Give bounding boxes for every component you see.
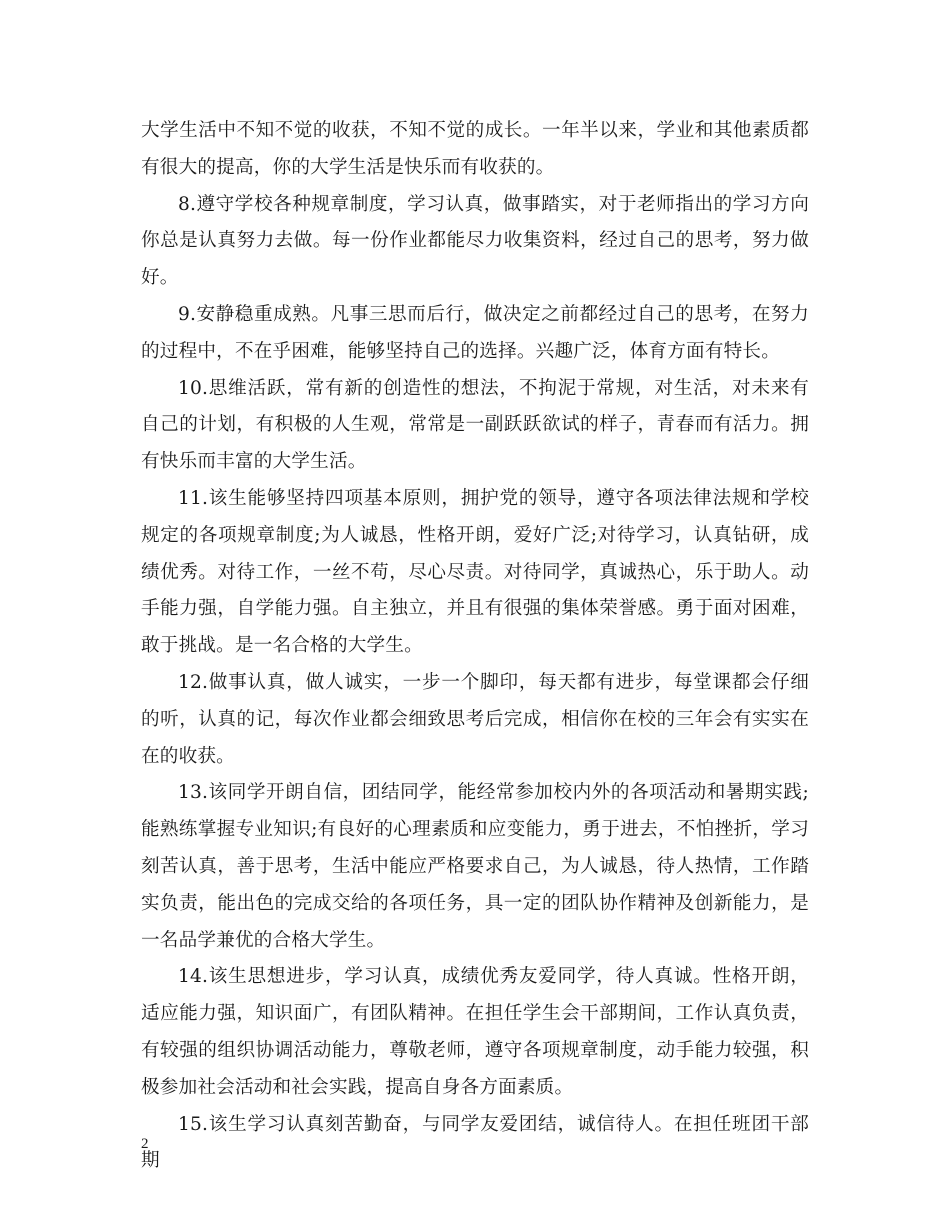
page-number: 2 [141, 1136, 149, 1152]
paragraph-item-15: 15.该生学习认真刻苦勤奋，与同学友爱团结，诚信待人。在担任班团干部期 [141, 1113, 809, 1172]
paragraph-continuation: 大学生活中不知不觉的收获，不知不觉的成长。一年半以来，学业和其他素质都有很大的提高，你的大学生活是快乐而有收获的。 [141, 120, 809, 178]
paragraph-item-8: 8.遵守学校各种规章制度，学习认真，做事踏实，对于老师指出的学习方向你总是认真努力去做。每一份作业都能尽力收集资料，经过自己的思考，努力做好。 [141, 193, 809, 289]
paragraph-item-13: 13.该同学开朗自信，团结同学，能经常参加校内外的各项活动和暑期实践;能熟练掌握专业知识;有良好的心理素质和应变能力，勇于进去，不怕挫折，学习刻苦认真，善于思考，生活中能应严格要求自己，为人诚恳，待人热情，工作踏实负责，能出色的完成交给的各项任务，具一定的团队协作精神及创新能力，是一名品学兼优的合格大学生。 [141, 782, 809, 951]
paragraph-item-11: 11.该生能够坚持四项基本原则，拥护党的领导，遵守各项法律法规和学校规定的各项规章制度;为人诚恳，性格开朗，爱好广泛;对待学习，认真钻研，成绩优秀。对待工作，一丝不苟，尽心尽责。对待同学，真诚热心，乐于助人。动手能力强，自学能力强。自主独立，并且有很强的集体荣誉感。勇于面对困难，敢于挑战。是一名合格的大学生。 [141, 487, 809, 657]
paragraph-item-9: 9.安静稳重成熟。凡事三思而后行，做决定之前都经过自己的思考，在努力的过程中，不在乎困难，能够坚持自己的选择。兴趣广泛，体育方面有特长。 [141, 303, 809, 362]
paragraph-item-14: 14.该生思想进步，学习认真，成绩优秀友爱同学，待人真诚。性格开朗，适应能力强，知识面广，有团队精神。在担任学生会干部期间，工作认真负责，有较强的组织协调活动能力，尊敬老师，遵守各项规章制度，动手能力较强，积极参加社会活动和社会实践，提高自身各方面素质。 [141, 966, 809, 1098]
paragraph-item-12: 12.做事认真，做人诚实，一步一个脚印，每天都有进步，每堂课都会仔细的听，认真的记，每次作业都会细致思考后完成，相信你在校的三年会有实实在在的收获。 [141, 671, 809, 767]
document-body [141, 113, 809, 1180]
paragraph-item-10: 10.思维活跃，常有新的创造性的想法，不拘泥于常规，对生活，对未来有自己的计划，有积极的人生观，常常是一副跃跃欲试的样子，青春而有活力。拥有快乐而丰富的大学生活。 [141, 377, 809, 473]
